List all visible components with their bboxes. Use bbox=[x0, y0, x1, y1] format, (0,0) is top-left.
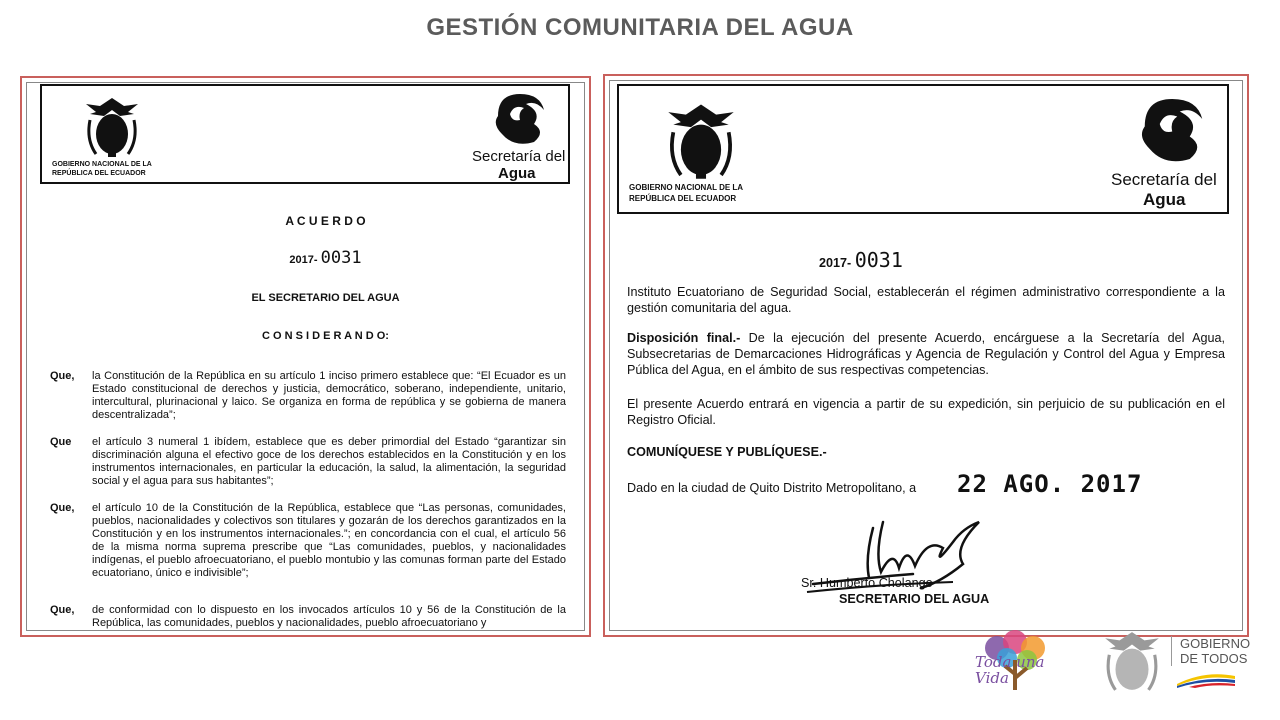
clause-text: de conformidad con lo dispuesto en los invocados artículos 10 y 56 de la Constitución de la República, las comunidades, pueblos y nacionalidades, pueblo afroecuatoriano y bbox=[92, 604, 566, 629]
gobierno-de-todos bbox=[1171, 636, 1250, 666]
paragraph: Instituto Ecuatoriano de Seguridad Social, establecerán el régimen administrativo correspondiente a la gestión comunitaria del agua. bbox=[627, 285, 1225, 315]
clause-text: la Constitución de la República en su artículo 1 inciso primero establece que: “El Ecuador es un Estado constitucional de derechos y justicia, democrático, soberano, independiente, unitario, intercultural, plurinacional y laico. Se organiza en forma de república y se gobierna de manera descentralizada”; bbox=[92, 370, 566, 421]
toda-una-vida-text: Toda una Vida bbox=[975, 653, 1045, 687]
paragraph: El presente Acuerdo entrará en vigencia a partir de su expedición, sin perjuicio de su publicación en el Registro Oficial. bbox=[627, 397, 1225, 427]
flag-swoosh-icon bbox=[1175, 672, 1237, 688]
acuerdo-number bbox=[22, 248, 589, 268]
gov-text: GOBIERNO NACIONAL DE LA REPÚBLICA DEL ECUADOR bbox=[629, 183, 744, 203]
secretaria-agua-logo-icon bbox=[484, 90, 554, 146]
slide-title: GESTIÓN COMUNITARIA DEL AGUA bbox=[426, 14, 854, 41]
disposition-label: Disposición final.- bbox=[627, 331, 741, 345]
brand-name bbox=[1111, 170, 1217, 210]
acuerdo-heading: A C U E R D O bbox=[285, 214, 366, 228]
document-right-frame bbox=[603, 74, 1249, 637]
clause-label: Que, bbox=[50, 502, 75, 514]
letterhead bbox=[40, 84, 570, 184]
brand-line2: Agua bbox=[1143, 190, 1186, 209]
gobierno-line1: GOBIERNO bbox=[1180, 636, 1251, 651]
number-handwritten: 0031 bbox=[854, 248, 903, 272]
signer-title: SECRETARIO DEL AGUA bbox=[839, 592, 990, 606]
letterhead bbox=[617, 84, 1229, 214]
considerando-heading: C O N S I D E R A N D O: bbox=[262, 330, 389, 342]
number-handwritten: 0031 bbox=[320, 248, 362, 268]
brand-name bbox=[472, 148, 565, 182]
ecuador-crest-icon bbox=[82, 96, 142, 158]
document-right bbox=[605, 76, 1247, 635]
clause-label: Que, bbox=[50, 370, 75, 382]
document-left-frame bbox=[20, 76, 591, 637]
footer-logos bbox=[975, 630, 1265, 718]
brand-line2: Agua bbox=[498, 165, 536, 182]
gobierno-line2: DE TODOS bbox=[1180, 651, 1248, 666]
number-prefix: 2017- bbox=[819, 256, 852, 270]
ecuador-shield-icon bbox=[1097, 630, 1167, 694]
brand-line1: Secretaría del bbox=[472, 148, 566, 165]
brand-line1: Secretaría del bbox=[1111, 170, 1217, 189]
clause-label: Que bbox=[50, 436, 72, 448]
acuerdo-number bbox=[819, 248, 903, 272]
disposition-paragraph bbox=[627, 330, 1225, 378]
dated-line: Dado en la ciudad de Quito Distrito Metropolitano, a bbox=[627, 481, 917, 495]
closing: COMUNÍQUESE Y PUBLÍQUESE.- bbox=[627, 445, 827, 459]
ecuador-crest-icon bbox=[663, 102, 739, 180]
clause-text: el artículo 10 de la Constitución de la República, establece que “Las personas, comunidades, pueblos, nacionalidades y colectivos son titulares y gozarán de los derechos garantizados en la Constitución y en los instrumentos internacionales.”; en concordancia con el cual, el artículo 56 de la misma norma suprema prescribe que “Las comunidades, pueblos, y nacionalidades indígenas, el pueblo afroecuatoriano, el pueblo montubio y las comunas forman parte del Estado ecuatoriano, único e indivisible”; bbox=[92, 502, 566, 579]
clause-text: el artículo 3 numeral 1 ibídem, establece que es deber primordial del Estado “garantizar sin discriminación alguna el efectivo goce de los derechos establecidos en la Constitución y en los instrumentos internacionales, en particular la educación, la salud, la alimentación, la seguridad social y el agua para sus habitantes”; bbox=[92, 436, 566, 487]
signer-name: Sr. Humberto Cholango bbox=[801, 576, 933, 590]
document-left bbox=[22, 78, 589, 635]
clause-label: Que, bbox=[50, 604, 75, 616]
issuer: EL SECRETARIO DEL AGUA bbox=[251, 292, 400, 304]
secretaria-agua-logo-icon bbox=[1127, 94, 1215, 164]
date-stamp: 22 AGO. 2017 bbox=[957, 470, 1143, 498]
number-prefix: 2017- bbox=[289, 254, 318, 266]
gov-text: GOBIERNO NACIONAL DE LA REPÚBLICA DEL ECUADOR bbox=[52, 161, 152, 177]
disposition-text: De la ejecución del presente Acuerdo, encárguese a la Secretaría del Agua, Subsecretarias de Demarcaciones Hidrográficas y Agencia de Regulación y Control del Agua y Empresa Pública del Agua, en el ámbito de sus respectivas competencias. bbox=[627, 331, 1225, 377]
